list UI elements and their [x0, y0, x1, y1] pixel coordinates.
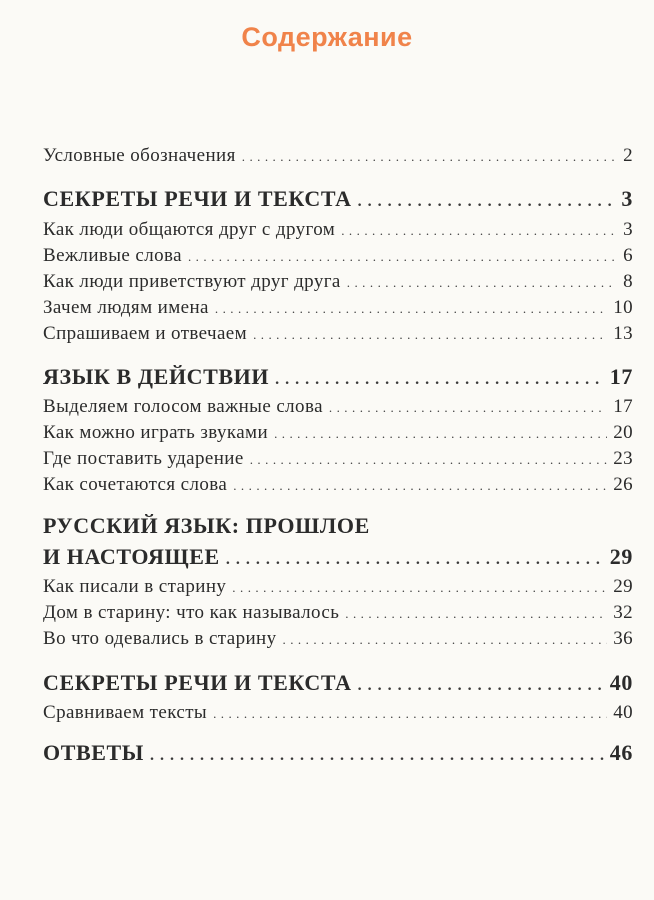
toc-entry-page: 26 — [613, 474, 633, 495]
toc-entry-page: 8 — [623, 271, 633, 292]
toc-entry[interactable] — [43, 219, 633, 241]
leader-dots — [250, 452, 607, 468]
leader-dots — [358, 677, 604, 695]
leader-dots — [341, 223, 617, 239]
leader-dots — [358, 193, 616, 211]
toc-section-title: ОТВЕТЫ — [43, 740, 145, 765]
toc-entry-label: Где поставить ударение — [43, 448, 244, 469]
toc-entry-page: 13 — [613, 323, 633, 344]
toc-entry-page: 20 — [613, 422, 633, 443]
toc-entry-page: 40 — [613, 702, 633, 723]
toc-entry-label: Выделяем голосом важные слова — [43, 396, 323, 417]
toc-entry-legend[interactable] — [43, 145, 633, 167]
toc-entry-page: 29 — [613, 576, 633, 597]
toc-entry-page: 17 — [613, 396, 633, 417]
leader-dots — [233, 478, 607, 494]
leader-dots — [345, 606, 607, 622]
toc-entry-label: Вежливые слова — [43, 245, 182, 266]
toc-entry-page: 23 — [613, 448, 633, 469]
leader-dots — [188, 249, 617, 265]
toc-entry-label: Как люди общаются друг с другом — [43, 219, 336, 240]
toc-section-title: СЕКРЕТЫ РЕЧИ И ТЕКСТА — [43, 670, 352, 695]
leader-dots — [232, 580, 607, 596]
toc-section-page: 17 — [609, 364, 633, 389]
toc-entry[interactable] — [43, 448, 633, 470]
toc-entry[interactable] — [43, 422, 633, 444]
toc-entry[interactable] — [43, 245, 633, 267]
leader-dots — [283, 632, 608, 648]
toc-entry[interactable] — [43, 702, 633, 724]
toc-entry-label: Зачем людям имена — [43, 297, 209, 318]
toc-entry-label: Как можно играть звуками — [43, 422, 269, 443]
leader-dots — [329, 400, 607, 416]
toc-section-secrets[interactable] — [43, 186, 633, 212]
toc-entry[interactable] — [43, 576, 633, 598]
toc-entry-label: Дом в старину: что как называлось — [43, 602, 340, 623]
toc-entry-page: 10 — [613, 297, 633, 318]
toc-entry-label: Как люди приветствуют друг друга — [43, 271, 341, 292]
toc-section-title: ЯЗЫК В ДЕЙСТВИИ — [43, 364, 270, 389]
leader-dots — [150, 747, 604, 765]
toc-entry-page: 2 — [623, 145, 633, 166]
toc-entry[interactable] — [43, 271, 633, 293]
leader-dots — [215, 301, 607, 317]
toc-section-page: 29 — [609, 544, 633, 569]
toc-entry[interactable] — [43, 602, 633, 624]
toc-entry-page: 36 — [613, 628, 633, 649]
leader-dots — [274, 426, 607, 442]
toc-section-page: 40 — [609, 670, 633, 695]
leader-dots — [226, 551, 604, 569]
toc-entry[interactable] — [43, 323, 633, 345]
toc-entry-label: Сравниваем тексты — [43, 702, 208, 723]
toc-entry-label: Условные обозначения — [43, 145, 236, 166]
toc-section-answers[interactable] — [43, 740, 633, 766]
page-title: Содержание — [241, 22, 413, 52]
toc-section-page: 46 — [609, 740, 633, 765]
toc-entry-page: 32 — [613, 602, 633, 623]
toc-section-russian-language[interactable] — [43, 544, 633, 570]
leader-dots — [242, 149, 617, 165]
toc-section-page: 3 — [621, 186, 633, 211]
toc-entry[interactable] — [43, 297, 633, 319]
leader-dots — [213, 706, 607, 722]
toc-entry-label: Как сочетаются слова — [43, 474, 228, 495]
toc-section-title: СЕКРЕТЫ РЕЧИ И ТЕКСТА — [43, 186, 352, 211]
toc-section-title: И НАСТОЯЩЕЕ — [43, 544, 220, 569]
leader-dots — [347, 275, 617, 291]
toc-entry-label: Как писали в старину — [43, 576, 227, 597]
toc-section-title-line1: РУССКИЙ ЯЗЫК: ПРОШЛОЕ — [43, 513, 370, 538]
toc-entry-page: 3 — [623, 219, 633, 240]
toc-entry[interactable] — [43, 474, 633, 496]
toc-entry-label: Спрашиваем и отвечаем — [43, 323, 248, 344]
toc-entry-page: 6 — [623, 245, 633, 266]
leader-dots — [275, 371, 604, 389]
toc-entry[interactable] — [43, 396, 633, 418]
toc-entry-label: Во что одевались в старину — [43, 628, 277, 649]
toc-section-language-in-action[interactable] — [43, 364, 633, 390]
toc-section-secrets-2[interactable] — [43, 670, 633, 696]
toc-entry[interactable] — [43, 628, 633, 650]
leader-dots — [253, 327, 607, 343]
